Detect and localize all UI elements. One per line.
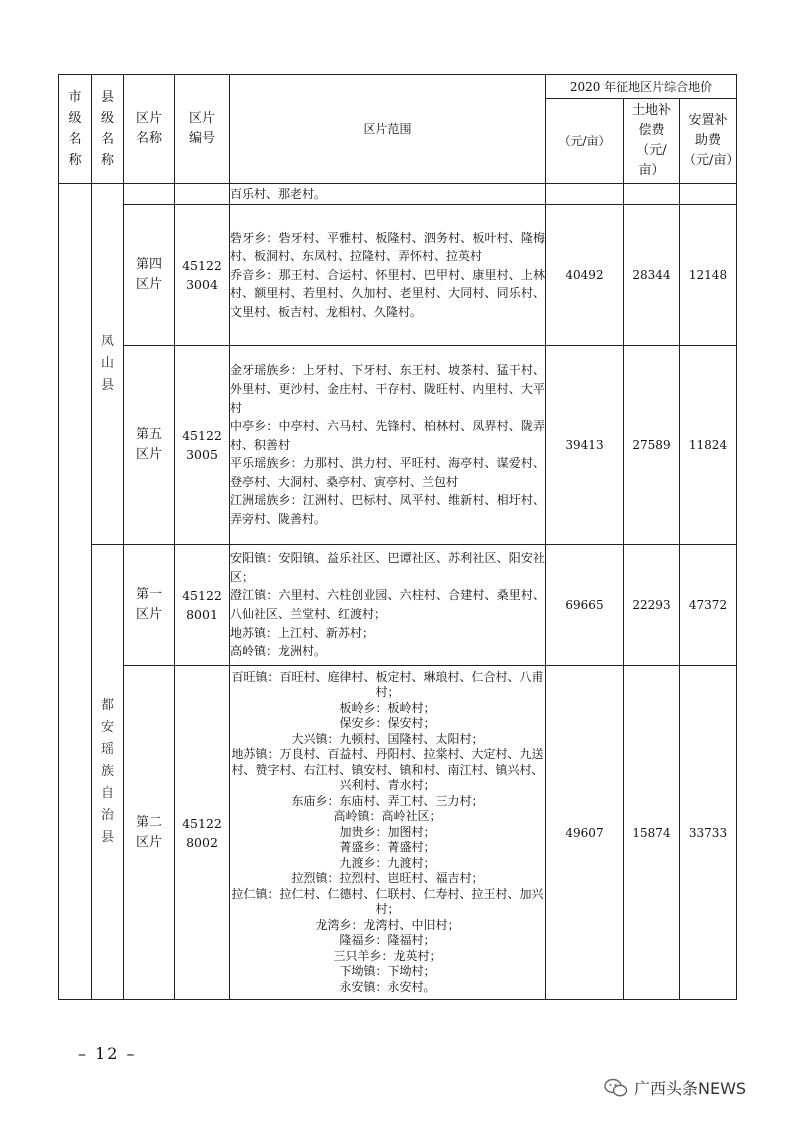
header-area-name: 区片名称 (124, 75, 175, 184)
area-name: 第二区片 (124, 666, 175, 1000)
resettlement-subsidy: 47372 (680, 545, 737, 666)
table-row (59, 666, 737, 1000)
area-range: 百旺镇：百旺村、庭律村、板定村、琳琅村、仁合村、八甫村； 板岭乡：板岭村； 保安乡：保安村； 大兴镇：九顿村、国隆村、太阳村； 地苏镇：万良村、百益村、丹阳村、拉棠村、大定村、九送村、赞字村、右江村、镇安村、镇和村、南江村、镇兴村、兴利村、青水村； 东庙乡：东庙村、弄工村、三力村； 高岭镇：高岭社区； 加贵乡：加图村； 菁盛乡：菁盛村； 九渡乡：九渡村； 拉烈镇：拉烈村、岜旺村、福吉村； 拉仁镇：拉仁村、仁德村、仁联村、仁寿村、拉王村、加兴村； 龙湾乡：龙湾村、中旧村； 隆福乡：隆福村； 三只羊乡：龙英村； 下坳镇：下坳村； 永安镇：永安村。 (230, 666, 546, 1000)
land-price-table (58, 74, 740, 1000)
land-compensation: 27589 (624, 346, 680, 545)
range-continuation: 百乐村、那老村。 (230, 184, 546, 205)
page-number: – 12 – (78, 1044, 137, 1063)
watermark (604, 1076, 746, 1099)
county-duan: 都安瑶族自治县 (92, 545, 124, 1000)
land-compensation: 15874 (624, 666, 680, 1000)
area-code: 451223004 (175, 205, 230, 346)
header-resettlement: 安置补助费（元/亩） (680, 99, 737, 184)
resettlement-subsidy: 12148 (680, 205, 737, 346)
header-land-compensation: 土地补偿费（元/亩） (624, 99, 680, 184)
watermark-text: 广西头条NEWS (634, 1079, 747, 1098)
table-row (59, 205, 737, 346)
total-price: 40492 (546, 205, 624, 346)
area-range: 砦牙乡：砦牙村、平雅村、板隆村、泗务村、板叶村、隆梅村、板洞村、东凤村、拉隆村、弄怀村、拉英村 乔音乡：那王村、合运村、怀里村、巴甲村、康里村、上林村、额里村、若里村、久加村、老里村、大同村、同乐村、文里村、板吉村、龙相村、久隆村。 (230, 205, 546, 346)
area-name: 第四区片 (124, 205, 175, 346)
header-city-name: 市级名称 (59, 75, 92, 184)
area-code: 451228002 (175, 666, 230, 1000)
table-row (59, 545, 737, 666)
header-price-group: 2020 年征地区片综合地价 (546, 75, 737, 99)
city-name-cell (59, 184, 92, 1000)
header-area-code: 区片编号 (175, 75, 230, 184)
resettlement-subsidy: 11824 (680, 346, 737, 545)
area-range: 安阳镇：安阳镇、益乐社区、巴谭社区、苏利社区、阳安社区； 澄江镇：六里村、六柱创业园、六柱村、合建村、桑里村、八仙社区、兰堂村、红渡村； 地苏镇：上江村、新苏村； 高岭镇：龙洲村。 (230, 545, 546, 666)
wechat-icon (604, 1078, 628, 1098)
header-area-range: 区片范围 (230, 75, 546, 184)
land-compensation: 28344 (624, 205, 680, 346)
total-price: 39413 (546, 346, 624, 545)
header-county-name: 县级名称 (92, 75, 124, 184)
area-name: 第一区片 (124, 545, 175, 666)
header-total-unit: （元/亩） (546, 99, 624, 184)
table-row (59, 346, 737, 545)
area-code: 451223005 (175, 346, 230, 545)
resettlement-subsidy: 33733 (680, 666, 737, 1000)
area-code: 451228001 (175, 545, 230, 666)
county-fengshan: 凤山县 (92, 184, 124, 545)
total-price: 49607 (546, 666, 624, 1000)
land-compensation: 22293 (624, 545, 680, 666)
area-range: 金牙瑶族乡：上牙村、下牙村、东王村、坡茶村、猛干村、外里村、更沙村、金庄村、干存村、陇旺村、内里村、大平村 中亭乡：中亭村、六马村、先锋村、柏林村、凤界村、陇弄村、积善村 平乐瑶族乡：力那村、洪力村、平旺村、海亭村、谋爱村、登亭村、大洞村、桑亭村、寅亭村、兰包村 江洲瑶族乡：江洲村、巴标村、凤平村、维新村、相圩村、弄旁村、陇善村。 (230, 346, 546, 545)
area-name: 第五区片 (124, 346, 175, 545)
total-price: 69665 (546, 545, 624, 666)
